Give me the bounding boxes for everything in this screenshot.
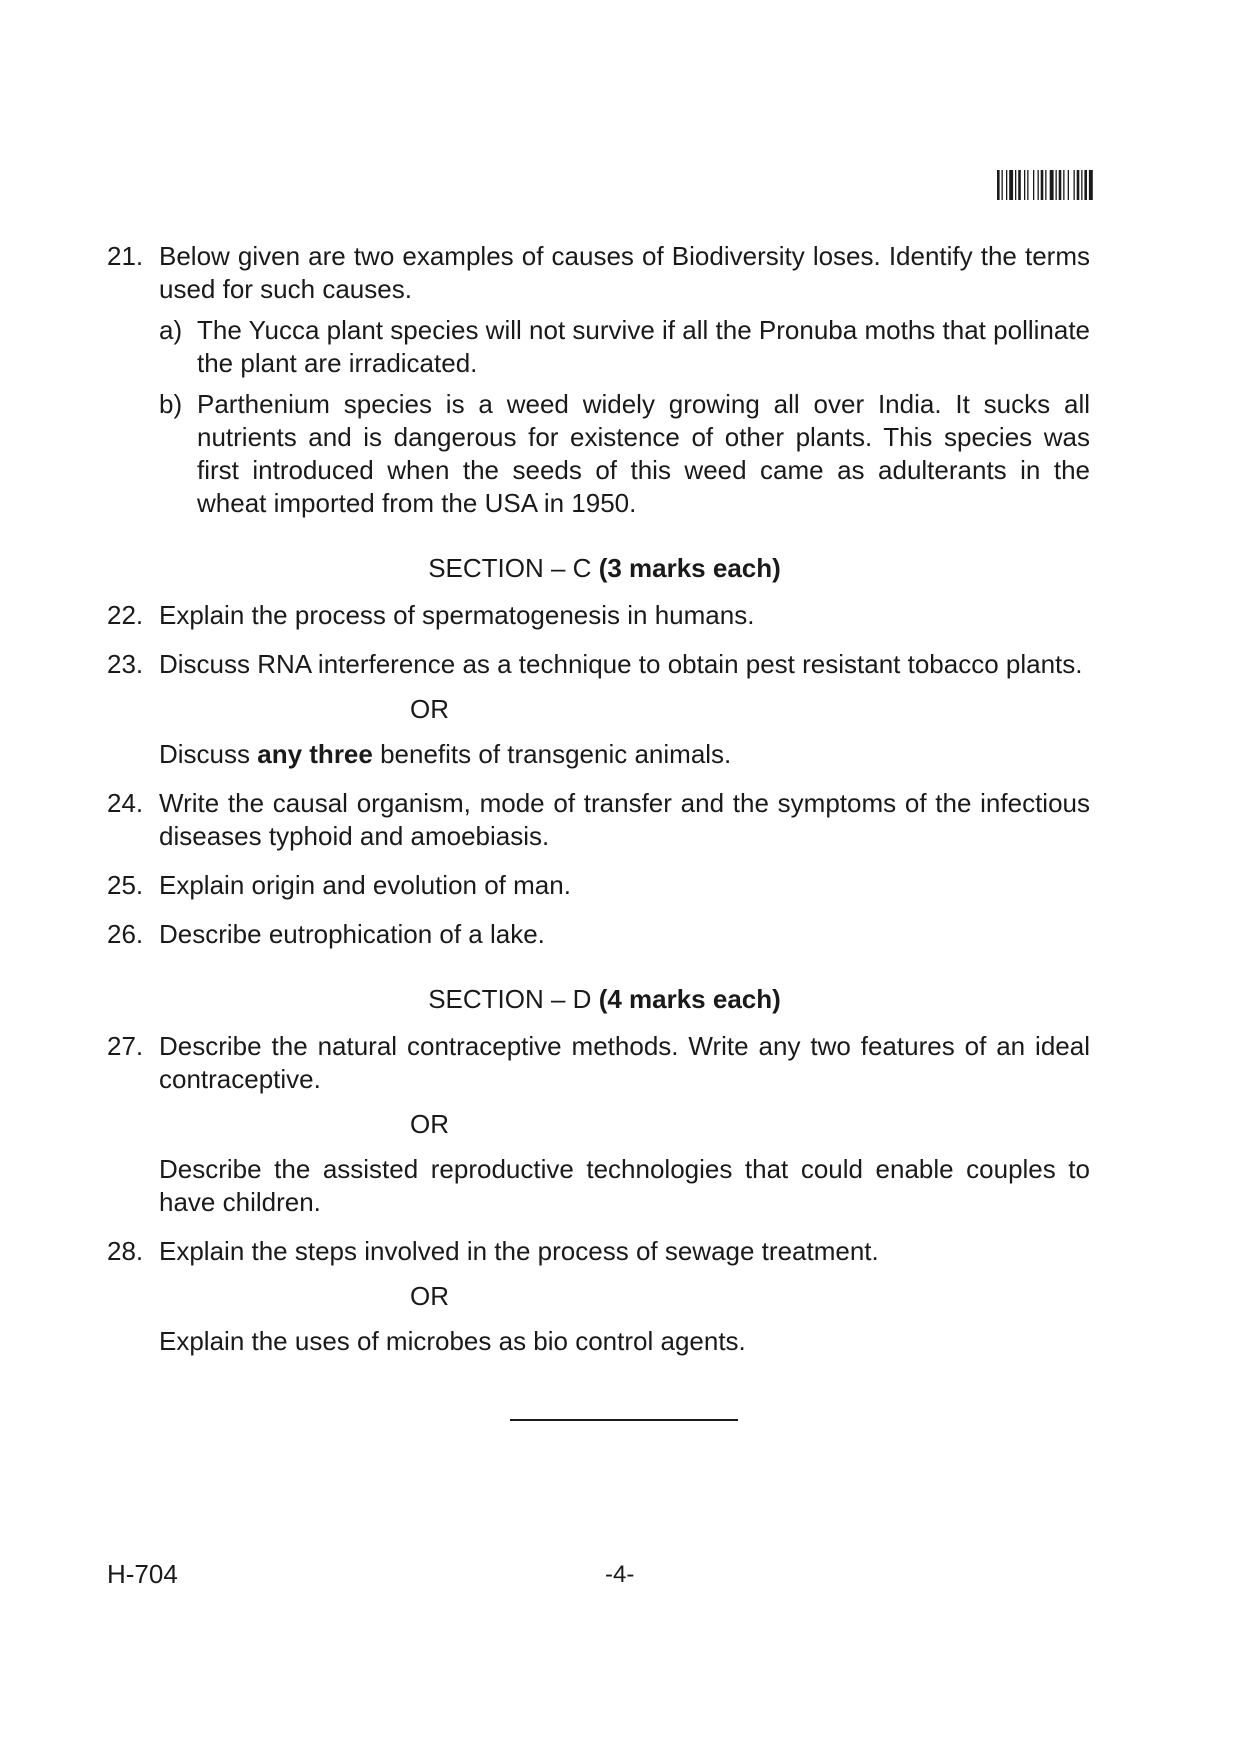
section-marks: (3 marks each) (598, 553, 781, 583)
question-number: 27. (107, 1031, 144, 1061)
question-number: 22. (107, 600, 144, 630)
end-rule (510, 1419, 738, 1421)
question-number: 25. (107, 870, 144, 900)
question-22 (107, 599, 1090, 632)
page-number: -4- (605, 1561, 635, 1588)
sub-text: The Yucca plant species will not survive if all the Pronuba moths that pollinate the plant are irradicated. (197, 315, 1090, 378)
question-25 (107, 869, 1090, 902)
question-text: Discuss RNA interference as a technique to obtain pest resistant tobacco plants. (159, 649, 1083, 679)
question-24 (107, 787, 1090, 853)
question-text: Write the causal organism, mode of transfer and the symptoms of the infectious diseases typhoid and amoebiasis. (159, 788, 1090, 851)
barcode (997, 170, 1141, 200)
question-text: Describe the natural contraceptive methods. Write any two features of an ideal contraceptive. (159, 1031, 1090, 1094)
alternative-question (159, 738, 1090, 771)
or-label: OR (410, 694, 449, 724)
question-text: Explain the steps involved in the process of sewage treatment. (159, 1236, 879, 1266)
question-text: Explain origin and evolution of man. (159, 870, 571, 900)
section-marks: (4 marks each) (598, 984, 781, 1014)
question-number: 28. (107, 1236, 144, 1266)
question-number: 21. (107, 241, 144, 271)
question-number: 26. (107, 919, 144, 949)
question-26 (107, 918, 1090, 951)
alt-text: benefits of transgenic animals. (372, 739, 732, 769)
section-title: SECTION – D (428, 984, 592, 1014)
question-21 (107, 240, 1090, 520)
sub-label: b) (159, 389, 183, 419)
section-d-heading (107, 983, 1090, 1016)
or-label: OR (410, 1109, 449, 1139)
question-text: Below given are two examples of causes of Biodiversity loses. Identify the terms used for such causes. (159, 241, 1090, 304)
question-number: 24. (107, 788, 144, 818)
paper-code: H-704 (107, 1559, 178, 1589)
question-28 (107, 1235, 1090, 1268)
alternative-question: Explain the uses of microbes as bio control agents. (159, 1326, 746, 1356)
sub-question-a (159, 314, 1090, 380)
section-c-heading (107, 552, 1090, 585)
question-text: Explain the process of spermatogenesis in humans. (159, 600, 755, 630)
sub-label: a) (159, 315, 183, 345)
sub-text: Parthenium species is a weed widely growing all over India. It sucks all nutrients and is dangerous for existence of other plants. This species was first introduced when the seeds of this weed came as adulterants in the wheat imported from the USA in 1950. (197, 389, 1090, 518)
question-list (107, 240, 1090, 1374)
question-27 (107, 1030, 1090, 1096)
question-text: Describe eutrophication of a lake. (159, 919, 545, 949)
alt-text: Discuss (159, 739, 258, 769)
section-title: SECTION – C (428, 553, 592, 583)
or-label: OR (410, 1281, 449, 1311)
alternative-question: Describe the assisted reproductive technologies that could enable couples to have children. (159, 1154, 1090, 1217)
question-23 (107, 648, 1090, 681)
sub-question-b (159, 388, 1090, 520)
question-number: 23. (107, 649, 144, 679)
alt-emphasis: any three (257, 739, 373, 769)
